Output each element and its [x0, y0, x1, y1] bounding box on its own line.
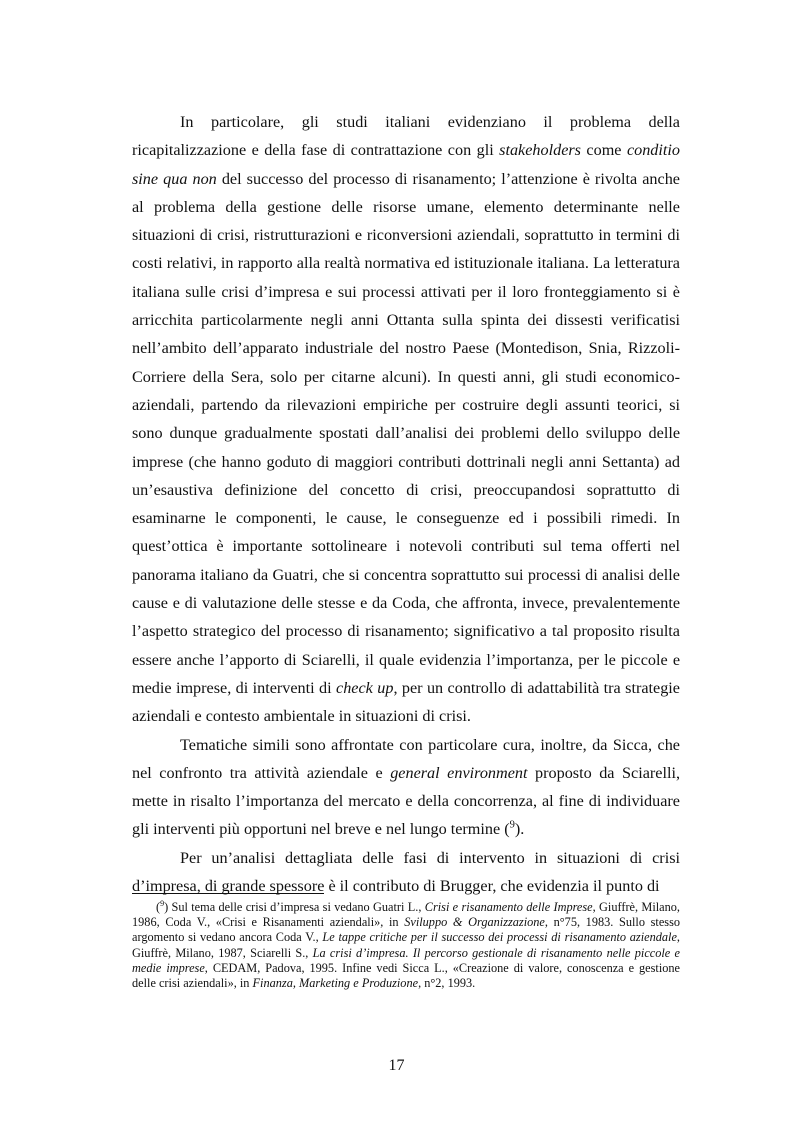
- italic-text: La crisi d’impresa. Il percorso gestionale di risanamento nelle piccole e medie imprese: [132, 945, 680, 975]
- footnote-ref: 9: [509, 820, 515, 832]
- body-text: [132, 108, 680, 900]
- footnote-ref: 9: [160, 898, 165, 908]
- italic-text: Le tappe critiche per il successo dei processi di risanamento aziendale: [322, 930, 677, 945]
- italic-text: Finanza, Marketing e Produzione: [252, 976, 419, 991]
- footnote: [132, 900, 680, 991]
- page-number: 17: [388, 1057, 405, 1074]
- text-run: , CEDAM, Padova, 1995. Infine vedi Sicca L., «Creazione di valore, conoscenza e gestione delle crisi aziendali», in: [132, 960, 680, 991]
- text-run: proposto da Sciarelli, mette in risalto l’importanza del mercato e della concorrenza, al fine di individuare gli interventi più opportuni nel breve e nel lungo termine (: [132, 763, 681, 839]
- text-run: , n°75, 1983. Sullo stesso argomento si vedano ancora Coda V.,: [132, 915, 681, 945]
- paragraph-3: [132, 844, 680, 901]
- paragraph-2: [132, 731, 680, 844]
- text-run: , Giuffrè, Milano, 1987, Sciarelli S.,: [132, 930, 680, 960]
- italic-text: general environment: [390, 763, 528, 782]
- italic-text: stakeholders: [499, 141, 581, 160]
- text-run: , per un controllo di adattabilità tra strategie aziendali e contesto ambientale in situazioni di crisi.: [132, 678, 680, 726]
- footnote-9: [132, 900, 680, 991]
- footnote-separator: [132, 893, 324, 894]
- italic-text: Sviluppo & Organizzazione: [404, 915, 545, 930]
- text-run: (: [156, 900, 161, 914]
- text-run: , Giuffrè, Milano, 1986, Coda V., «Crisi e Risanamenti aziendali», in: [132, 900, 680, 930]
- text-run: del successo del processo di risanamento; l’attenzione è rivolta anche al problema della gestione delle risorse umane, elemento determinante nelle situazioni di crisi, ristrutturazioni e riconversioni aziendali, soprattutto in termini di costi relativi, in rapporto alla realtà normativa ed istituzionale italiana. La letteratura italiana sulle crisi d’impresa e sui processi attivati per il loro fronteggiamento si è arricchita particolarmente negli anni Ottanta sulla spinta dei dissesti verificatisi nell’ambito dell’apparato industriale del nostro Paese (Montedison, Snia, Rizzoli-Corriere della Sera, solo per citarne alcuni). In questi anni, gli studi economico-aziendali, partendo da rilevazioni empiriche per costruire degli assunti teorici, si sono dunque gradualmente spostati dall’analisi dei problemi dello sviluppo delle imprese (che hanno goduto di maggiori contributi dottrinali negli anni Settanta) ad un’esaustiva definizione del concetto di crisi, preoccupandosi soprattutto di esaminarne le componenti, le cause, le conseguenze ed i possibili rimedi. In quest’ottica è importante sottolineare i notevoli contributi sul tema offerti nel panorama italiano da Guatri, che si concentra soprattutto sui processi di analisi delle cause e di valutazione delle stesse e da Coda, che affronta, invece, prevalentemente l’aspetto strategico del processo di risanamento; significativo a tal proposito risulta essere anche l’apporto di Sciarelli, il quale evidenzia l’importanza, per le piccole e medie imprese, di interventi di: [132, 169, 680, 697]
- paragraph-1: [132, 108, 680, 731]
- text-run: ).: [514, 820, 525, 839]
- text-run: Tematiche simili sono affrontate con particolare cura, inoltre, da Sicca, che nel confronto tra attività aziendale e: [132, 735, 680, 782]
- text-run: , n°2, 1993.: [418, 976, 476, 991]
- italic-text: Crisi e risanamento delle Imprese: [424, 900, 593, 914]
- text-run: Per un’analisi dettagliata delle fasi di intervento in situazioni di crisi d’impresa, di grande spessore è il contributo di Brugger, che evidenzia il punto di: [132, 848, 680, 896]
- italic-text: check up: [336, 678, 394, 697]
- italic-text: conditio sine qua non: [132, 141, 680, 188]
- text-run: come: [580, 141, 627, 160]
- text-run: In particolare, gli studi italiani evidenziano il problema della ricapitalizzazione e della fase di contrattazione con gli: [132, 113, 680, 160]
- text-run: ) Sul tema delle crisi d’impresa si vedano Guatri L.,: [164, 900, 425, 914]
